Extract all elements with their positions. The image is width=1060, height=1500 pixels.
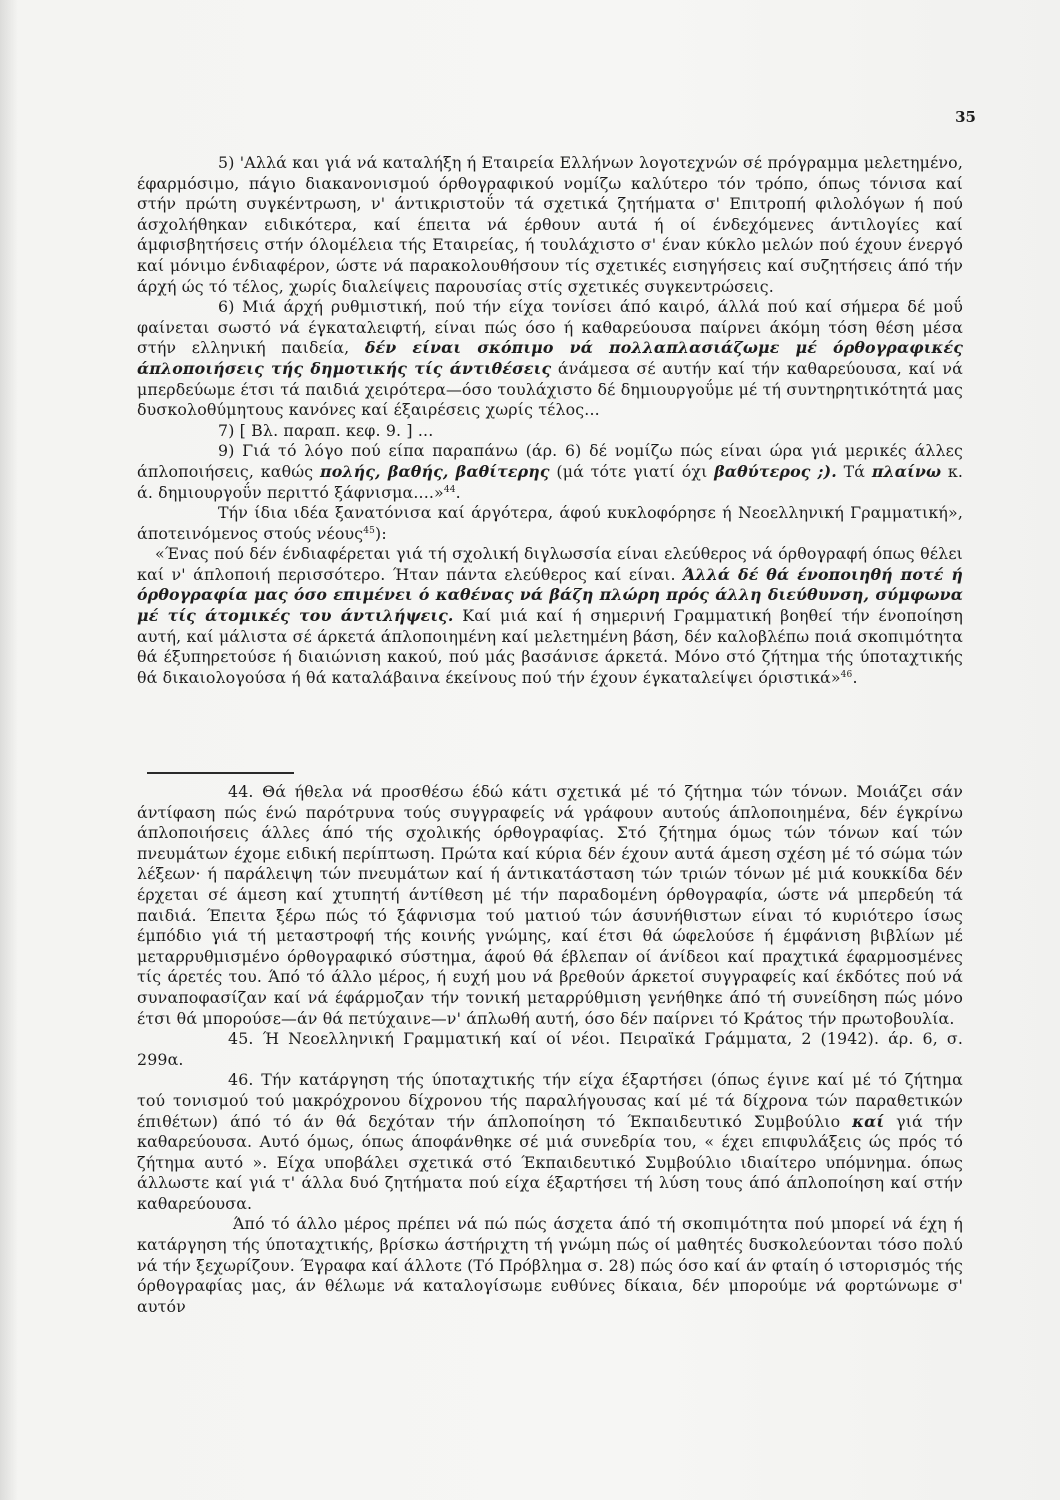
page-number: 35 bbox=[955, 108, 976, 126]
paragraph-7: 7) [ Βλ. παραπ. κεφ. 9. ] ... bbox=[218, 420, 434, 440]
footnote-44: 44. Θά ήθελα νά προσθέσω έδώ κάτι σχετικά μέ τό ζήτημα τών τόνων. Μοιάζει σάν άντίφαση πώς ένώ παρότρυνα τούς συγγραφείς νά γράφουν αυτούς άπλοποιημένα, δέν έγκρίνω άπλοποιήσεις άλλες άπό τής σχολικής όρθογραφίας. Στό ζήτημα όμως τών τόνων καί τών πνευμάτων έχομε ειδική περίπτωση. Πρώτα καί κύρια δέν έχουν αυτά άμεση σχέση μέ τό σώμα τών λέξεων· ή παράλειψη τών πνευμάτων καί ή άντικατάσταση τών τριών τόνων μέ μιά κουκκίδα δέν έρχεται σέ άμεση καί χτυπητή άντίθεση μέ τήν παραδομένη όρθογραφία, ώστε νά μπερδεύη τά παιδιά. Έπειτα ξέρω πώς τό ξάφνισμα τού ματιού τών άσυνήθιστων είναι τό κυριότερο ίσως έμπόδιο γιά τή μεταστροφή τής κοινής γνώμης, καί έτσι θά ώφελούσε ή έμφάνιση βιβλίων μέ μεταρρυθμισμένο όρθογραφικό σύστημα, άφού θά έβλεπαν οί άνίδεοι καί πραχτικά έφαρμοσμένες τίς άρετές του. Άπό τό άλλο μέρος, ή ευχή μου νά βρεθούν άρκετοί συγγραφείς καί έκδότες πού νά συναποφασίζαν καί νά έφάρμοζαν τήν τονική μεταρρύθμιση γενήθηκε άπό τή συνείδηση πώς μόνο έτσι θά μπορούσε—άν θά πετύχαινε—ν' άπλωθή αυτή, όσο δέν παίρνει τό Κράτος τήν πρωτοβουλία. bbox=[137, 782, 963, 1028]
footnote-45: 45. Ή Νεοελληνική Γραμματική καί οί νέοι. Πειραϊκά Γράμματα, 2 (1942). άρ. 6, σ. 299α. bbox=[137, 1029, 963, 1069]
emphasized-word: καί bbox=[852, 1111, 885, 1131]
paragraph-6: 6) Μιά άρχή ρυθμιστική, πού τήν είχα τονίσει άπό καιρό, άλλά πού καί σήμερα δέ μοΰ φαίνεται σωστό νά έγκαταλειφτή, είναι πώς όσο ή καθαρεύουσα παίρνει άκόμη τόση θέση μέσα στήν ελληνική παιδεία, δέν είναι σκόπιμο νά πολλαπλασιάζωμε μέ όρθογραφικές άπλοποιήσεις τής δημοτικής τίς άντιθέσεις άνάμεσα σέ αυτήν καί τήν καθαρεύουσα, καί νά μπερδεύωμε έτσι τά παιδιά χειρότερα—όσο τουλάχιστο δέ δημιουργοΰμε μέ τή συντηρητικότητά μας δυσκολοθύμητους κανόνες καί έξαιρέσεις χωρίς τέλος... bbox=[137, 297, 964, 420]
footnote-46: 46. Τήν κατάργηση τής ύποταχτικής τήν είχα έξαρτήσει (όπως έγινε καί μέ τό ζήτημα τού τονισμού τού μακρόχρονου δίχρονου τής παραλήγουσας καί μέ τά δίχρονα τών παραθετικών έπιθέτων) άπό τό άν θά δεχόταν τήν άπλοποίηση τό Έκπαιδευτικό Συμβούλιο καί γιά τήν καθαρεύουσα. Αυτό όμως, όπως άποφάνθηκε σέ μιά συνεδρία του, « έχει επιφυλάξεις ώς πρός τό ζήτημα αυτό ». Είχα υποβάλει σχετικά στό Έκπαιδευτικό Συμβούλιο ιδιαίτερο υπόμνημα. όπως άλλωστε καί γιά τ' άλλα δυό ζητήματα πού είχα έξαρτήσει τή λύση τους άπό άπλοποίηση καί στήν καθαρεύουσα. bbox=[137, 1070, 964, 1213]
emphasized-phrase: βαθύτερος ;). bbox=[714, 461, 837, 481]
footnote-separator bbox=[147, 772, 294, 774]
footnote-ref: 44 bbox=[443, 484, 456, 495]
paragraph-same-idea: Τήν ίδια ιδέα ξανατόνισα καί άργότερα, άφού κυκλοφόρησε ή Νεοελληνική Γραμματική», άποτεινόμενος στούς νέους$^{45}$): bbox=[137, 503, 963, 543]
main-text bbox=[137, 153, 963, 688]
footnote-ref: 46 bbox=[840, 669, 853, 680]
emphasized-phrase: πολής, βαθής, βαθίτερης bbox=[320, 461, 550, 481]
paragraph-9: 9) Γιά τό λόγο πού είπα παραπάνω (άρ. 6) δέ νομίζω πώς είναι ώρα γιά μερικές άλλες άπλοποιήσεις, καθώς πολής, βαθής, βαθίτερης (μά τότε γιατί όχι βαθύτερος ;). Τά πλαίνω κ. ά. δημιουργοΰν περιττό ξάφνισμα....»$^{44}$. bbox=[137, 441, 964, 502]
paragraph-5: 5) 'Αλλά και γιά νά καταλήξη ή Εταιρεία Ελλήνων λογοτεχνών σέ πρόγραμμα μελετημένο, έφαρμόσιμο, πάγιο διακανονισμού όρθογραφικού νομίζω καλύτερο τόν τρόπο, όπως τόνισα καί στήν πρώτη συγκέντρωση, ν' άντικριστοΰν τά σχετικά ζητήματα σ' Επιτροπή φιλολόγων ή πού άσχολήθηκαν ειδικότερα, καί έπειτα νά έρθουν αυτά ή οί ένδεχόμενες άντιλογίες καί άμφισβητήσεις στήν όλομέλεια τής Εταιρείας, ή τουλάχιστο σ' έναν κύκλο μελών πού έχουν ένεργό καί μόνιμο ένδιαφέρον, ώστε νά παρακολουθήσουν τίς σχετικές εισηγήσεις καί συζητήσεις άπό τήν άρχή ώς τό τέλος, χωρίς διαλείψεις παρουσίας στίς σχετικές συγκεντρώσεις. bbox=[137, 153, 963, 296]
emphasized-phrase: πλαίνω bbox=[871, 461, 942, 481]
footnote-46-continuation: Άπό τό άλλο μέρος πρέπει νά πώ πώς άσχετα άπό τή σκοπιμότητα πού μπορεί νά έχη ή κατάργηση τής ύποταχτικής, βρίσκω άστήριχτη τή γνώμη πώς οί μαθητές δυσκολεύονται τόσο πολύ νά τήν ξεχωρίζουν. Έγραφα καί άλλοτε (Τό Πρόβλημα σ. 28) πώς όσο καί άν φταίη ό ιστορισμός τής όρθογραφίας μας, άν θέλωμε νά καταλογίσωμε ευθύνες δίκαια, δέν μπορούμε νά φορτώνωμε σ' αυτόν bbox=[137, 1214, 963, 1316]
quotation-paragraph: «Ένας πού δέν ένδιαφέρεται γιά τή σχολική διγλωσσία είναι ελεύθερος νά όρθογραφή όπως θέλει καί ν' άπλοποιή περισσότερο. Ήταν πάντα ελεύθερος καί είναι. Άλλά δέ θά ένοποιηθή ποτέ ή όρθογραφία μας όσο επιμένει ό καθένας νά βάζη πλώρη πρός άλλη διεύθυνση, σύμφωνα μέ τίς άτομικές του άντιλήψεις. Καί μιά καί ή σημερινή Γραμματική βοηθεί τήν ένοποίηση αυτή, καί μάλιστα σέ άρκετά άπλοποιημένη καί μελετημένη βάση, δέν καλοβλέπω ποιά σκοπιμότητα θά έξυπηρετούσε ή διαιώνιση κακού, πού μάς βασάνισε άρκετά. Μόνο στό ζήτημα τής ύποταχτικής θά δικαιολογούσα ή θά καταλάβαινα έκείνους πού τήν έχουν έγκαταλείψει όριστικά»$^{46}$. bbox=[137, 544, 964, 687]
footnote-ref: 45 bbox=[363, 525, 375, 536]
footnotes bbox=[137, 782, 963, 1317]
emphasized-phrase: δέν είναι σκόπιμο νά πολλαπλασιάζωμε μέ όρθογραφικές άπλοποιήσεις τής δημοτικής τίς άντιθέσεις bbox=[137, 338, 964, 378]
emphasized-phrase: Άλλά δέ θά ένοποιηθή ποτέ ή όρθογραφία μας όσο επιμένει ό καθένας νά βάζη πλώρη πρός άλλη διεύθυνση, σύμφωνα μέ τίς άτομικές του άντιλήψεις. bbox=[137, 564, 964, 626]
